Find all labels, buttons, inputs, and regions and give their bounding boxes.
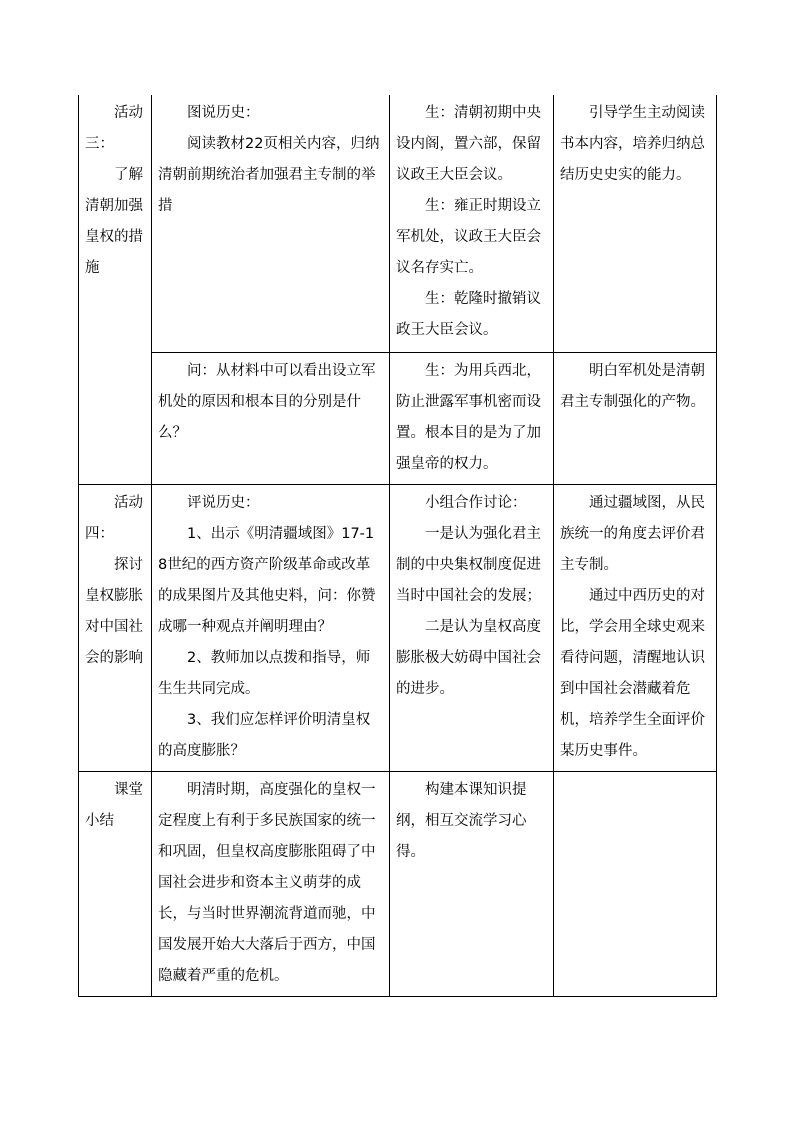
activity-text: 活动三： [85, 105, 143, 152]
teacher-text: 明清时期，高度强化的皇权一定程度上有利于多民族国家的统一和巩固，但皇权高度膨胀阻碍了中国社会进步和资本主义萌芽的成长，与当时世界潮流背道而驰，中国发展开始大大落后于西方，中国隐藏着严重的危机。 [158, 782, 376, 984]
table-row [79, 353, 717, 485]
student-text: 生：为用兵西北，防止泄露军事机密而设置。根本目的是为了加强皇帝的权力。 [396, 363, 541, 472]
teacher-text: 2、教师加以点拨和指导，师生生共同完成。 [158, 650, 371, 697]
teacher-text: 3、我们应怎样评价明清皇权的高度膨胀？ [158, 712, 371, 759]
intent-cell [554, 95, 717, 353]
teacher-cell [152, 353, 390, 485]
intent-cell [554, 772, 717, 997]
teacher-text: 评说历史： [187, 495, 260, 511]
activity-cell [79, 772, 152, 997]
activity-text: 活动四： [85, 495, 143, 542]
intent-text: 明白军机处是清朝君主专制强化的产物。 [560, 363, 705, 410]
teacher-cell [152, 485, 390, 772]
activity-text: 探讨皇权膨胀对中国社会的影响 [85, 557, 143, 666]
table-row [79, 95, 717, 353]
student-text: 生：雍正时期设立军机处，议政王大臣会议名存实亡。 [396, 198, 541, 276]
teacher-text: 图说历史： [187, 105, 260, 121]
student-text: 构建本课知识提纲，相互交流学习心得。 [396, 782, 527, 860]
intent-text: 通过疆域图，从民族统一的角度去评价君主专制。 [560, 495, 705, 573]
student-text: 二是认为皇权高度膨胀极大妨碍中国社会的进步。 [396, 619, 541, 697]
table-row [79, 772, 717, 997]
teacher-cell [152, 95, 390, 353]
student-text: 一是认为强化君主制的中央集权制度促进当时中国社会的发展； [396, 526, 541, 604]
intent-text: 引导学生主动阅读书本内容，培养归纳总结历史史实的能力。 [560, 105, 705, 183]
activity-cell [79, 95, 152, 485]
teacher-text: 阅读教材22页相关内容，归纳清朝前期统治者加强君主专制的举措 [158, 136, 380, 214]
student-cell [390, 772, 554, 997]
table-row [79, 485, 717, 772]
intent-cell [554, 485, 717, 772]
activity-text: 了解清朝加强皇权的措施 [85, 167, 143, 276]
student-text: 小组合作讨论： [425, 495, 527, 511]
activity-text: 课堂小结 [85, 782, 143, 829]
teacher-text: 问：从材料中可以看出设立军机处的原因和根本目的分别是什么？ [158, 363, 376, 441]
teacher-text: 1、出示《明清疆域图》17-18世纪的西方资产阶级革命或改革的成果图片及其他史料，问：你赞成哪一种观点并阐明理由？ [158, 526, 376, 635]
student-text: 生：清朝初期中央设内阁，置六部，保留议政王大臣会议。 [396, 105, 541, 183]
teacher-cell [152, 772, 390, 997]
intent-text: 通过中西历史的对比，学会用全球史观来看待问题，清醒地认识到中国社会潜藏着危机，培养学生全面评价某历史事件。 [560, 588, 705, 759]
student-cell [390, 485, 554, 772]
intent-cell [554, 353, 717, 485]
lesson-plan-table [78, 95, 717, 997]
student-cell [390, 95, 554, 353]
activity-cell [79, 485, 152, 772]
student-cell [390, 353, 554, 485]
student-text: 生：乾隆时撤销议政王大臣会议。 [396, 291, 541, 338]
